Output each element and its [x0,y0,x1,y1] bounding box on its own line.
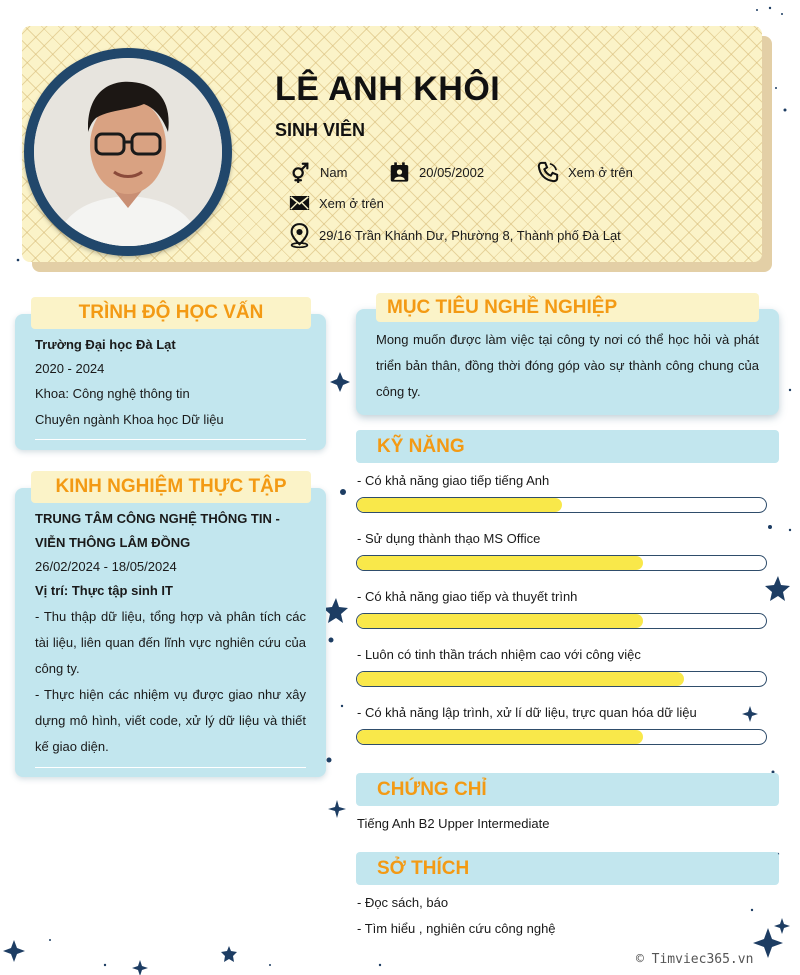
education-content [35,333,306,432]
footer-watermark: © Timviec365.vn [636,952,754,967]
skill-fill [357,672,684,686]
skill-bar [356,555,767,571]
skill-label: - Có khả năng giao tiếp và thuyết trình [357,589,578,604]
birthdate-value: 20/05/2002 [419,164,485,180]
email-value: Xem ở trên [319,195,384,211]
hobby-item: - Tìm hiểu , nghiên cứu công nghệ [357,921,556,936]
objective-title: MỤC TIÊU NGHỀ NGHIỆP [376,293,759,322]
experience-role: Vị trí: Thực tập sinh IT [35,583,173,598]
gender-info [289,161,347,183]
candidate-position: SINH VIÊN [275,120,366,140]
skill-fill [357,730,643,744]
skill-bar [356,671,767,687]
gender-value: Nam [320,164,348,180]
address-value: 29/16 Trần Khánh Dư, Phường 8, Thành phố Đà Lạt [319,228,621,243]
objective-text: Mong muốn được làm việc tại công ty nơi có thể học hỏi và phát triển bản thân, đồng thời đóng góp vào sự thành công chung của công ty. [376,332,759,399]
education-school: Trường Đại học Đà Lạt [35,337,176,352]
phone-icon [537,161,559,183]
skill-label: - Sử dụng thành thạo MS Office [357,531,541,546]
experience-title: KINH NGHIỆM THỰC TẬP [31,471,311,503]
skill-label: - Có khả năng giao tiếp tiếng Anh [357,473,550,488]
education-major: Chuyên ngành Khoa học Dữ liệu [35,412,224,427]
skill-fill [357,556,643,570]
education-title: TRÌNH ĐỘ HỌC VẤN [31,297,311,329]
avatar [24,48,232,256]
hobby-item: - Đọc sách, báo [357,895,449,910]
experience-period: 26/02/2024 - 18/05/2024 [35,559,177,574]
profile-photo [34,58,222,246]
skill-bar [356,613,767,629]
experience-task: - Thu thập dữ liệu, tổng hợp và phân tích các tài liệu, liên quan đến lĩnh vực nghiên cứu của công ty. [35,609,306,676]
experience-divider [35,767,306,768]
experience-task: - Thực hiện các nhiệm vụ được giao như xây dựng mô hình, viết code, xử lý dữ liệu và thiết kế giao diện. [35,687,306,754]
certificate-item: Tiếng Anh B2 Upper Intermediate [357,816,550,831]
candidate-name: LÊ ANH KHÔI [275,70,501,108]
email-icon [289,193,310,213]
phone-info [537,161,633,183]
email-info [289,193,384,213]
skill-label: - Luôn có tinh thần trách nhiệm cao với công việc [357,647,641,662]
location-pin-icon [289,223,310,248]
education-divider [35,439,306,440]
certificates-title: CHỨNG CHỈ [377,779,487,800]
gender-icon [289,161,311,183]
skill-fill [357,614,643,628]
skill-label: - Có khả năng lập trình, xử lí dữ liệu, trực quan hóa dữ liệu [357,705,697,720]
experience-content [35,507,306,760]
calendar-icon [389,161,410,183]
experience-company: TRUNG TÂM CÔNG NGHỆ THÔNG TIN - VIỄN THÔNG LÂM ĐỒNG [35,511,280,550]
birthdate-info [389,161,484,183]
education-faculty: Khoa: Công nghệ thông tin [35,386,190,401]
phone-value: Xem ở trên [568,164,633,180]
skills-title: KỸ NĂNG [377,436,465,457]
skill-bar [356,729,767,745]
address-info [289,223,621,248]
skill-bar [356,497,767,513]
hobbies-title: SỞ THÍCH [377,858,470,879]
education-years: 2020 - 2024 [35,361,105,376]
skill-fill [357,498,562,512]
